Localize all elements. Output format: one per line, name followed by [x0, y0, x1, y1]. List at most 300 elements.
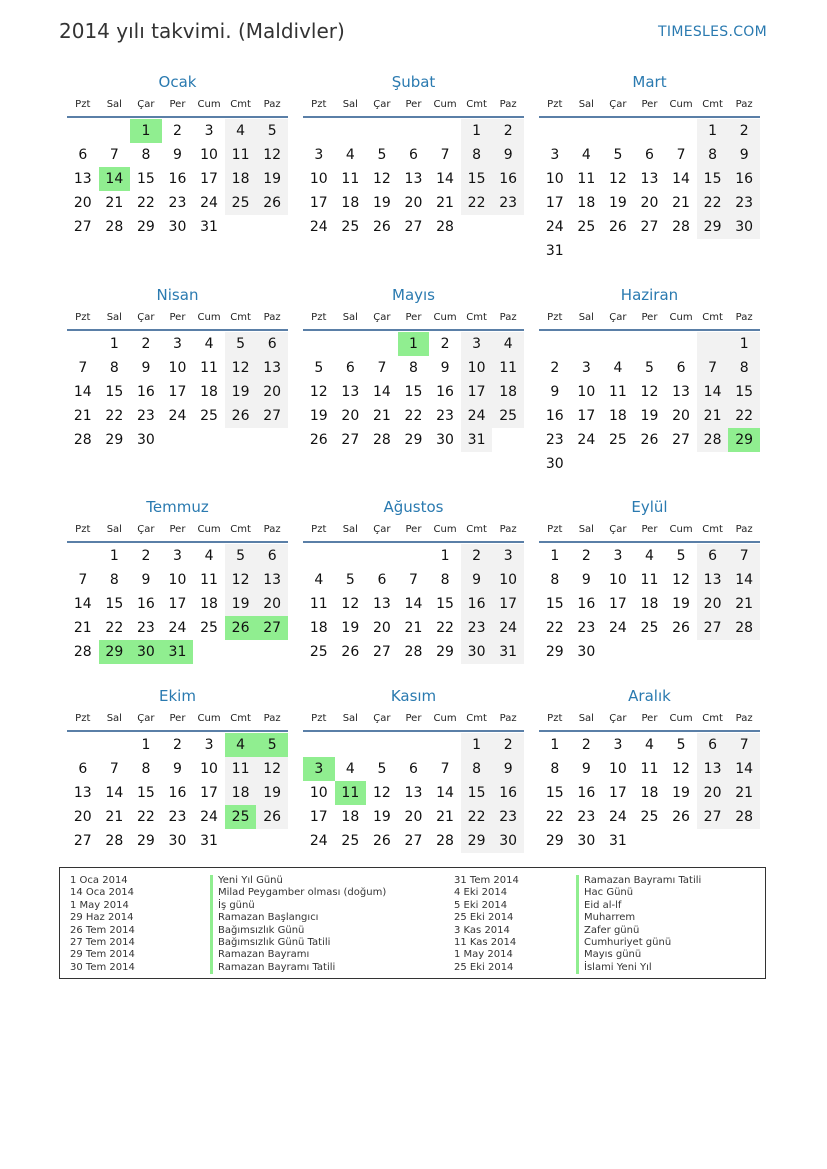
day-cell: 3	[581, 360, 591, 376]
day-cell: 2	[550, 360, 560, 376]
day-cell: 18	[200, 596, 218, 612]
day-cell: 12	[372, 171, 391, 187]
month-name: Şubat	[391, 73, 436, 91]
empty-cell	[429, 119, 461, 143]
day-cell: 8	[550, 572, 560, 588]
day-cell: 7	[377, 360, 387, 376]
weekday-label: Cum	[197, 713, 221, 724]
day-cell: 11	[640, 761, 659, 777]
weekday-label: Çar	[609, 524, 627, 535]
holiday-day-cell: 4	[225, 733, 257, 757]
weekday-label: Cmt	[230, 713, 251, 724]
day-cell: 28	[73, 644, 92, 660]
day-cell: 8	[728, 356, 760, 380]
day-cell: 25	[577, 219, 596, 235]
day-cell: 24	[608, 809, 627, 825]
day-cell: 19	[372, 195, 391, 211]
legend-holiday-name: İslami Yeni Yıl	[576, 962, 701, 974]
day-cell: 26	[372, 219, 391, 235]
empty-cell	[602, 332, 634, 356]
day-cell: 28	[436, 833, 454, 849]
day-cell: 5	[225, 544, 257, 568]
day-cell: 20	[404, 809, 423, 825]
day-cell: 24	[608, 620, 627, 636]
day-cell: 11	[225, 143, 257, 167]
weekday-label: Per	[405, 713, 422, 724]
day-cell: 17	[608, 785, 627, 801]
day-cell: 11	[309, 596, 328, 612]
month-block	[303, 285, 524, 452]
weekday-label: Paz	[735, 524, 753, 535]
day-cell: 28	[672, 219, 690, 235]
day-cell: 12	[608, 171, 627, 187]
day-cell: 16	[577, 785, 596, 801]
empty-cell	[665, 332, 697, 356]
month-block	[303, 686, 524, 853]
day-cell: 17	[608, 596, 627, 612]
day-cell: 23	[545, 432, 564, 448]
day-cell: 11	[608, 384, 627, 400]
day-cell: 20	[73, 809, 92, 825]
day-cell: 19	[672, 785, 690, 801]
day-cell: 8	[461, 143, 493, 167]
day-cell: 3	[492, 544, 524, 568]
month-name: Nisan	[156, 286, 199, 304]
day-cell: 22	[545, 809, 564, 825]
month-name: Mayıs	[392, 286, 435, 304]
day-cell: 8	[141, 761, 151, 777]
month-block	[539, 686, 760, 853]
weekday-label: Pzt	[547, 713, 563, 724]
day-cell: 21	[728, 781, 760, 805]
weekday-label: Sal	[106, 312, 122, 323]
weekday-label: Cmt	[466, 713, 487, 724]
weekday-label: Per	[641, 312, 658, 323]
day-cell: 13	[341, 384, 360, 400]
legend-holiday-name: Hac Günü	[576, 887, 701, 899]
day-cell: 1	[109, 336, 119, 352]
day-cell: 5	[676, 737, 686, 753]
weekday-label: Paz	[499, 312, 517, 323]
legend-holiday-name: Ramazan Başlangıcı	[210, 912, 386, 924]
day-cell: 9	[581, 761, 591, 777]
weekday-label: Çar	[609, 713, 627, 724]
empty-cell	[67, 332, 99, 356]
day-cell: 27	[73, 833, 92, 849]
day-cell: 17	[461, 380, 493, 404]
empty-cell	[634, 332, 666, 356]
day-cell: 19	[341, 620, 360, 636]
empty-cell	[303, 544, 335, 568]
day-cell: 25	[309, 644, 328, 660]
legend-date: 27 Tem 2014	[70, 936, 135, 948]
day-grid	[67, 733, 288, 853]
day-cell: 29	[136, 219, 155, 235]
weekday-label: Pzt	[547, 312, 563, 323]
legend-holiday-name: İş günü	[210, 900, 386, 912]
day-cell: 20	[256, 380, 288, 404]
day-cell: 12	[225, 356, 257, 380]
day-cell: 16	[461, 592, 493, 616]
day-cell: 1	[550, 737, 560, 753]
day-cell: 17	[200, 785, 218, 801]
weekday-label: Cum	[669, 524, 693, 535]
day-cell: 30	[577, 644, 596, 660]
holiday-day-cell: 3	[303, 757, 335, 781]
day-cell: 20	[404, 195, 423, 211]
empty-cell	[366, 332, 398, 356]
day-cell: 13	[672, 384, 690, 400]
legend-date: 25 Eki 2014	[454, 961, 514, 973]
month-block	[67, 72, 288, 239]
day-cell: 2	[173, 737, 182, 753]
day-cell: 11	[492, 356, 524, 380]
day-cell: 14	[697, 380, 729, 404]
day-grid	[67, 544, 288, 664]
day-grid	[303, 119, 524, 239]
day-grid	[539, 119, 760, 263]
day-cell: 22	[728, 404, 760, 428]
holiday-day-cell: 25	[225, 805, 257, 829]
weekday-label: Cmt	[702, 524, 723, 535]
day-cell: 22	[461, 805, 493, 829]
day-cell: 6	[676, 360, 686, 376]
weekday-header	[303, 523, 524, 543]
day-cell: 10	[608, 761, 627, 777]
holiday-day-cell: 27	[256, 616, 288, 640]
weekday-label: Sal	[578, 312, 594, 323]
day-cell: 15	[404, 384, 423, 400]
day-cell: 29	[545, 833, 564, 849]
legend-date: 30 Tem 2014	[70, 961, 135, 973]
day-cell: 1	[440, 548, 450, 564]
weekday-label: Sal	[342, 312, 358, 323]
weekday-label: Per	[641, 713, 658, 724]
day-cell: 24	[200, 195, 218, 211]
legend-date: 14 Oca 2014	[70, 887, 135, 899]
weekday-label: Çar	[373, 312, 391, 323]
day-cell: 19	[256, 781, 288, 805]
empty-cell	[366, 733, 398, 757]
day-cell: 21	[436, 195, 454, 211]
weekday-label: Pzt	[311, 713, 327, 724]
day-cell: 27	[372, 644, 391, 660]
empty-cell	[67, 119, 99, 143]
day-cell: 4	[225, 119, 257, 143]
day-cell: 21	[372, 408, 391, 424]
weekday-label: Çar	[373, 524, 391, 535]
weekday-label: Çar	[137, 524, 155, 535]
day-cell: 30	[545, 456, 564, 472]
day-cell: 4	[645, 548, 654, 564]
day-cell: 19	[608, 195, 627, 211]
day-cell: 14	[404, 596, 423, 612]
day-cell: 20	[256, 592, 288, 616]
day-cell: 4	[204, 548, 214, 564]
day-cell: 26	[672, 620, 690, 636]
day-cell: 9	[581, 572, 591, 588]
day-cell: 29	[436, 644, 454, 660]
month-block	[539, 285, 760, 476]
holiday-legend	[59, 867, 766, 979]
day-cell: 8	[409, 360, 418, 376]
day-cell: 4	[645, 737, 654, 753]
day-cell: 2	[728, 119, 760, 143]
day-cell: 3	[550, 147, 560, 163]
day-cell: 9	[728, 143, 760, 167]
legend-holiday-name: Yeni Yıl Günü	[210, 875, 386, 887]
weekday-label: Çar	[137, 312, 155, 323]
day-cell: 31	[200, 833, 218, 849]
weekday-label: Cmt	[702, 713, 723, 724]
day-cell: 18	[640, 785, 659, 801]
month-name: Mart	[632, 73, 667, 91]
legend-date: 4 Eki 2014	[454, 887, 508, 899]
day-cell: 21	[73, 620, 92, 636]
weekday-label: Per	[169, 312, 186, 323]
day-cell: 2	[492, 119, 524, 143]
legend-holiday-name: Cumhuriyet günü	[576, 937, 701, 949]
weekday-label: Cmt	[702, 99, 723, 110]
day-cell: 31	[608, 833, 627, 849]
day-cell: 18	[309, 620, 328, 636]
day-cell: 27	[404, 833, 423, 849]
weekday-label: Per	[169, 99, 186, 110]
weekday-label: Cmt	[466, 312, 487, 323]
day-cell: 17	[492, 592, 524, 616]
weekday-label: Pzt	[75, 713, 91, 724]
day-cell: 7	[676, 147, 686, 163]
day-cell: 18	[225, 781, 257, 805]
weekday-header	[67, 311, 288, 331]
day-cell: 10	[168, 572, 187, 588]
day-cell: 22	[436, 620, 454, 636]
day-cell: 4	[581, 147, 591, 163]
day-cell: 26	[640, 432, 659, 448]
day-cell: 19	[256, 167, 288, 191]
empty-cell	[398, 733, 430, 757]
day-cell: 28	[372, 432, 391, 448]
day-cell: 9	[141, 572, 151, 588]
day-cell: 17	[309, 809, 328, 825]
day-grid	[303, 544, 524, 664]
weekday-label: Cum	[433, 312, 457, 323]
day-cell: 27	[341, 432, 360, 448]
day-cell: 26	[672, 809, 690, 825]
legend-date: 1 May 2014	[70, 899, 129, 911]
day-cell: 30	[577, 833, 596, 849]
day-cell: 10	[309, 785, 328, 801]
month-block	[539, 497, 760, 664]
empty-cell	[539, 332, 571, 356]
day-cell: 15	[461, 167, 493, 191]
empty-cell	[398, 119, 430, 143]
day-cell: 24	[168, 620, 187, 636]
day-cell: 16	[436, 384, 454, 400]
weekday-label: Per	[641, 99, 658, 110]
day-cell: 18	[640, 596, 659, 612]
month-block	[539, 72, 760, 263]
day-cell: 6	[377, 572, 387, 588]
day-cell: 12	[672, 572, 690, 588]
day-cell: 29	[136, 833, 155, 849]
month-block	[67, 285, 288, 452]
day-cell: 2	[581, 737, 591, 753]
day-cell: 8	[697, 143, 729, 167]
day-cell: 19	[640, 408, 659, 424]
empty-cell	[398, 544, 430, 568]
site-logo[interactable]: TIMESLES.COM	[658, 24, 767, 40]
weekday-label: Cmt	[230, 312, 251, 323]
day-cell: 13	[404, 785, 423, 801]
weekday-label: Paz	[263, 524, 281, 535]
day-cell: 4	[492, 332, 524, 356]
day-cell: 4	[345, 147, 355, 163]
day-cell: 26	[256, 805, 288, 829]
day-cell: 4	[204, 336, 214, 352]
day-cell: 14	[73, 596, 92, 612]
day-cell: 15	[461, 781, 493, 805]
day-cell: 24	[461, 404, 493, 428]
day-cell: 14	[73, 384, 92, 400]
day-cell: 30	[728, 215, 760, 239]
day-cell: 15	[545, 596, 564, 612]
day-cell: 28	[105, 833, 124, 849]
day-cell: 19	[225, 592, 257, 616]
day-cell: 23	[577, 620, 596, 636]
day-grid	[303, 733, 524, 853]
day-cell: 14	[105, 785, 124, 801]
day-cell: 24	[309, 219, 328, 235]
day-cell: 31	[492, 640, 524, 664]
weekday-header	[67, 523, 288, 543]
day-cell: 11	[341, 171, 360, 187]
day-cell: 30	[168, 219, 187, 235]
day-cell: 28	[697, 428, 729, 452]
day-cell: 30	[461, 640, 493, 664]
day-cell: 28	[73, 432, 92, 448]
day-cell: 23	[168, 809, 187, 825]
day-cell: 11	[200, 360, 218, 376]
empty-cell	[303, 733, 335, 757]
weekday-label: Cum	[669, 312, 693, 323]
day-cell: 12	[372, 785, 391, 801]
day-cell: 16	[545, 408, 564, 424]
day-cell: 5	[676, 548, 686, 564]
weekday-label: Pzt	[75, 524, 91, 535]
weekday-label: Paz	[735, 713, 753, 724]
weekday-label: Cmt	[702, 312, 723, 323]
day-cell: 24	[545, 219, 564, 235]
legend-date: 26 Tem 2014	[70, 924, 135, 936]
day-cell: 20	[672, 408, 690, 424]
day-cell: 2	[173, 123, 182, 139]
month-name: Eylül	[631, 498, 668, 516]
day-cell: 23	[136, 620, 155, 636]
month-name: Aralık	[628, 687, 671, 705]
day-cell: 23	[136, 408, 155, 424]
day-cell: 22	[461, 191, 493, 215]
day-cell: 2	[440, 336, 450, 352]
day-cell: 12	[341, 596, 360, 612]
day-cell: 14	[436, 785, 454, 801]
month-block	[67, 686, 288, 853]
day-cell: 10	[577, 384, 596, 400]
legend-dates-right	[454, 875, 519, 974]
weekday-label: Per	[169, 524, 186, 535]
day-cell: 27	[404, 219, 423, 235]
weekday-label: Pzt	[75, 312, 91, 323]
day-cell: 13	[73, 171, 92, 187]
day-cell: 18	[577, 195, 596, 211]
day-cell: 12	[256, 143, 288, 167]
weekday-header	[539, 712, 760, 732]
weekday-label: Cum	[197, 312, 221, 323]
weekday-label: Sal	[578, 99, 594, 110]
day-cell: 8	[461, 757, 493, 781]
weekday-label: Sal	[106, 99, 122, 110]
legend-date: 29 Tem 2014	[70, 949, 135, 961]
weekday-label: Çar	[609, 99, 627, 110]
day-cell: 7	[728, 544, 760, 568]
day-cell: 24	[309, 833, 328, 849]
empty-cell	[67, 733, 99, 757]
day-cell: 5	[345, 572, 355, 588]
weekday-label: Per	[405, 524, 422, 535]
day-cell: 3	[613, 548, 623, 564]
weekday-label: Per	[405, 99, 422, 110]
day-cell: 18	[225, 167, 257, 191]
day-cell: 6	[409, 761, 418, 777]
day-cell: 28	[105, 219, 124, 235]
day-cell: 14	[728, 568, 760, 592]
empty-cell	[99, 119, 131, 143]
day-cell: 9	[461, 568, 493, 592]
weekday-label: Cmt	[466, 99, 487, 110]
day-cell: 6	[256, 544, 288, 568]
weekday-label: Cum	[433, 99, 457, 110]
day-cell: 27	[672, 432, 690, 448]
day-cell: 24	[577, 432, 596, 448]
month-name: Ekim	[159, 687, 196, 705]
weekday-label: Paz	[735, 312, 753, 323]
day-cell: 26	[309, 432, 328, 448]
day-cell: 11	[200, 572, 218, 588]
day-cell: 26	[608, 219, 627, 235]
day-cell: 3	[314, 147, 324, 163]
day-cell: 22	[136, 809, 155, 825]
month-name: Ağustos	[383, 498, 444, 516]
day-cell: 6	[697, 544, 729, 568]
weekday-label: Cum	[669, 713, 693, 724]
weekday-label: Paz	[499, 524, 517, 535]
weekday-label: Paz	[263, 713, 281, 724]
empty-cell	[697, 332, 729, 356]
day-cell: 17	[200, 171, 218, 187]
legend-date: 31 Tem 2014	[454, 875, 519, 886]
day-cell: 26	[225, 404, 257, 428]
day-cell: 3	[173, 548, 182, 564]
day-cell: 10	[545, 171, 564, 187]
day-cell: 10	[168, 360, 187, 376]
day-cell: 19	[372, 809, 391, 825]
day-grid	[303, 332, 524, 452]
day-cell: 22	[697, 191, 729, 215]
weekday-label: Paz	[499, 713, 517, 724]
day-cell: 25	[640, 620, 659, 636]
weekday-label: Pzt	[75, 99, 91, 110]
day-cell: 20	[341, 408, 360, 424]
